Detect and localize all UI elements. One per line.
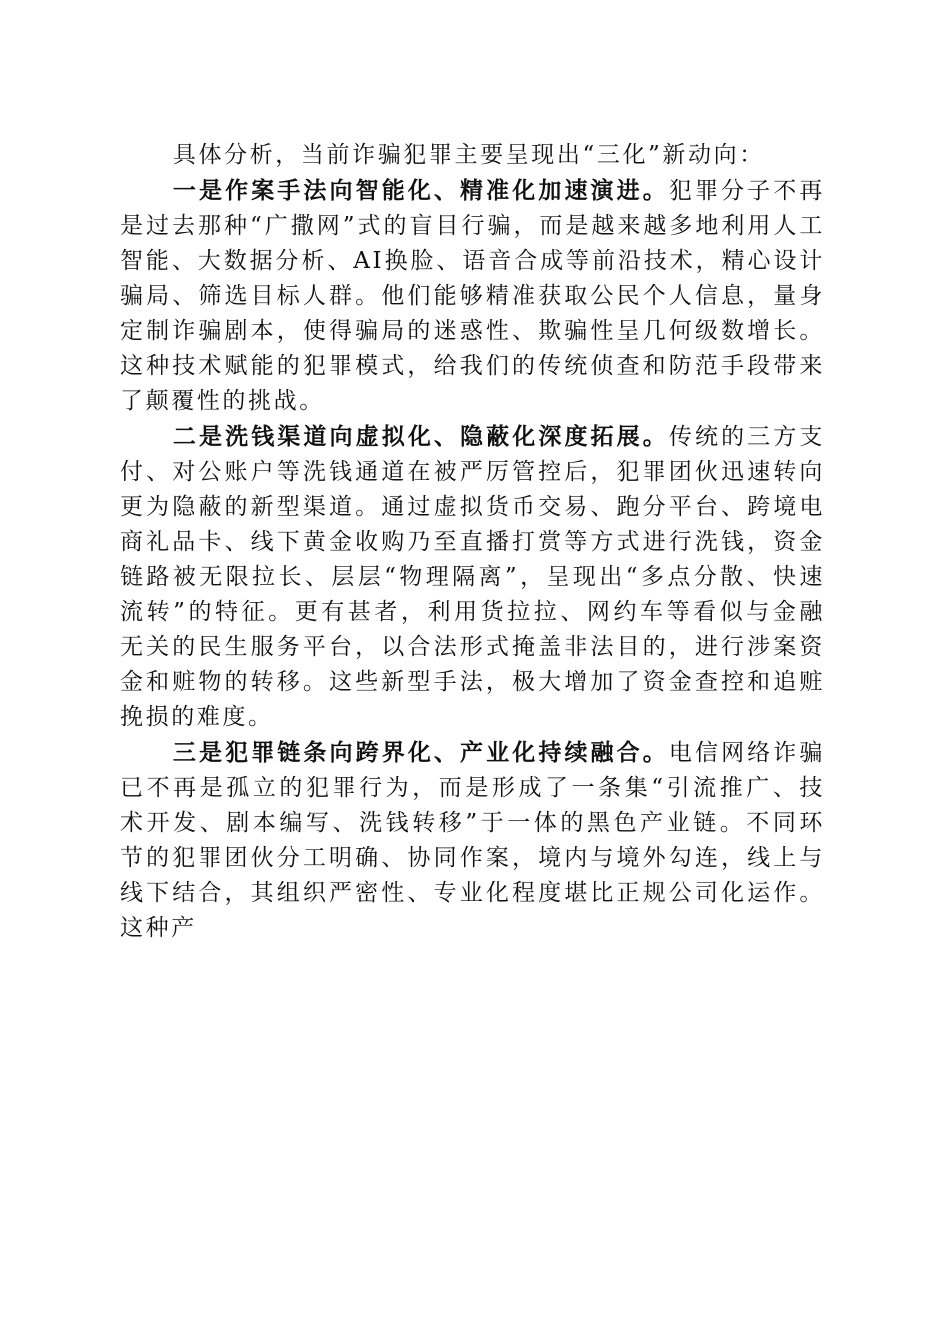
paragraph-2-body: 传统的三方支付、对公账户等洗钱通道在被严厉管控后，犯罪团伙迅速转向更为隐蔽的新型渠道。通过虚拟货币交易、跑分平台、跨境电商礼品卡、线下黄金收购乃至直播打赏等方式进行洗钱，资金链路被无限拉长、层层“物理隔离”，呈现出“多点分散、快速流转”的特征。更有甚者，利用货拉拉、网约车等看似与金融无关的民生服务平台，以合法形式掩盖非法目的，进行涉案资金和赃物的转移。这些新型手法，极大增加了资金查控和追赃挽损的难度。 <box>120 424 825 730</box>
intro-paragraph: 具体分析，当前诈骗犯罪主要呈现出“三化”新动向： <box>172 142 765 168</box>
paragraph-3-body: 电信网络诈骗已不再是孤立的犯罪行为，而是形成了一条集“引流推广、技术开发、剧本编写、洗钱转移”于一体的黑色产业链。不同环节的犯罪团伙分工明确、协同作案，境内与境外勾连，线上与线下结合，其组织严密性、专业化程度堪比正规公司化运作。这种产 <box>120 740 825 941</box>
paragraph-1 <box>120 173 825 419</box>
document-body <box>120 138 825 946</box>
paragraph-3 <box>120 735 825 946</box>
paragraph-1-body: 犯罪分子不再是过去那种“广撒网”式的盲目行骗，而是越来越多地利用人工智能、大数据分析、AI换脸、语音合成等前沿技术，精心设计骗局、筛选目标人群。他们能够精准获取公民个人信息，量身定制诈骗剧本，使得骗局的迷惑性、欺骗性呈几何级数增长。这种技术赋能的犯罪模式，给我们的传统侦查和防范手段带来了颠覆性的挑战。 <box>120 178 825 414</box>
paragraph-3-lead: 三是犯罪链条向跨界化、产业化持续融合。 <box>172 739 669 766</box>
paragraph-2-lead: 二是洗钱渠道向虚拟化、隐蔽化深度拓展。 <box>172 423 669 450</box>
paragraph-1-lead: 一是作案手法向智能化、精准化加速演进。 <box>172 177 669 204</box>
paragraph-2 <box>120 419 825 735</box>
